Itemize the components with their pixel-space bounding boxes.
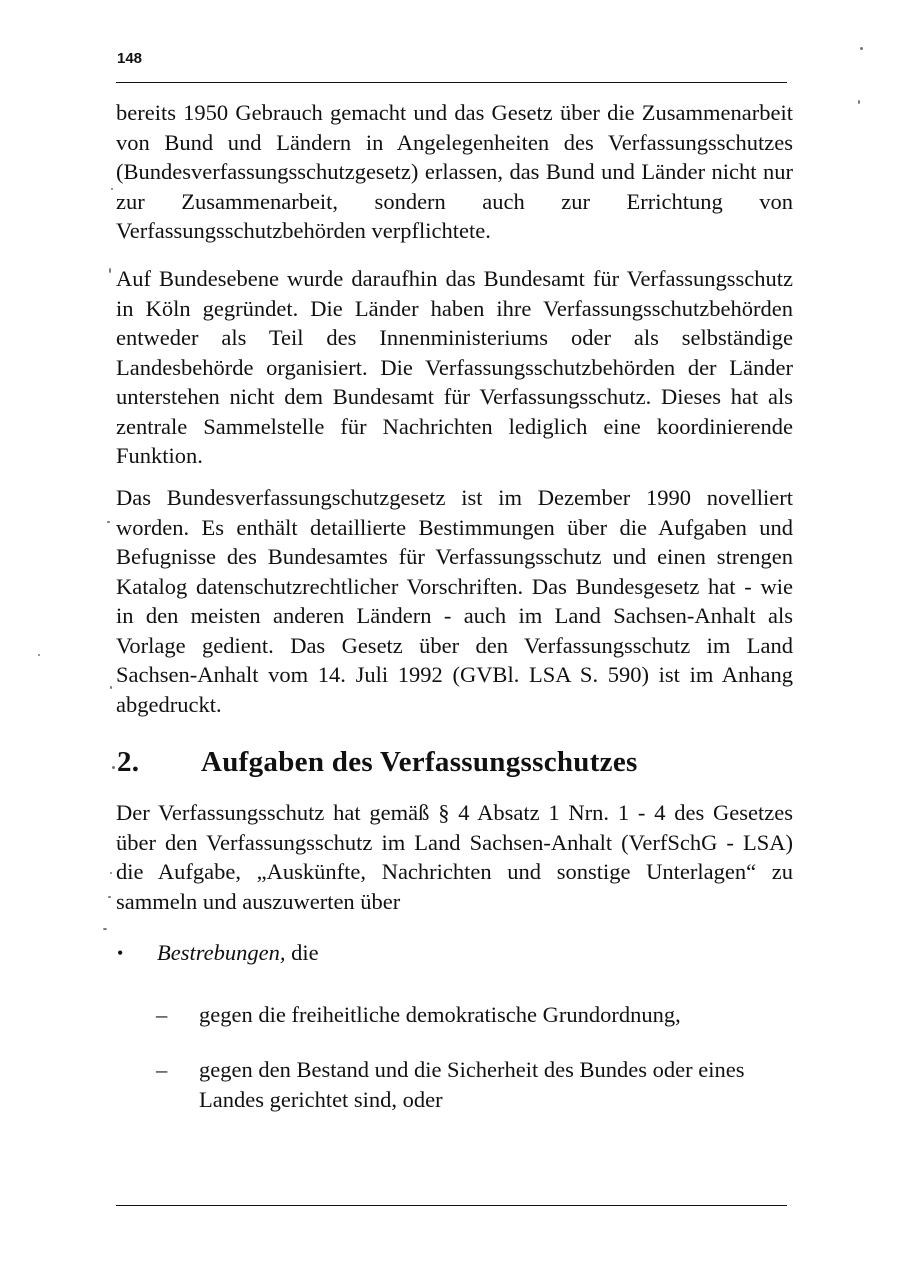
dash-item-2 — [156, 1055, 796, 1114]
header-rule — [116, 82, 787, 83]
paragraph-1: bereits 1950 Gebrauch gemacht und das Gesetz über die Zusammenarbeit von Bund und Ländern in Angelegenheiten des Verfassungsschutzes (Bundesverfassungsschutzgesetz) erlassen, das Bund und Länder nicht nur zur Zusammenarbeit, sondern auch zur Errichtung von Verfassungsschutzbehörden verpflichtete. — [116, 100, 793, 243]
dash-icon: – — [156, 1057, 168, 1082]
dash-item-text: gegen die freiheitliche demokratische Grundordnung, — [199, 1002, 681, 1027]
section-title: Aufgaben des Verfassungsschutzes — [201, 746, 638, 778]
paragraph-2: Auf Bundesebene wurde daraufhin das Bundesamt für Verfassungsschutz in Köln gegründet. Die Länder haben ihre Verfassungsschutzbehörden entweder als Teil des Innenministeriums oder als selbständige Landesbehörde organisiert. Die Verfassungsschutzbehörden der Länder unterstehen nicht dem Bundesamt für Verfassungsschutz. Dieses hat als zentrale Sammelstelle für Nachrichten lediglich eine koordinierende Funktion. — [116, 266, 793, 468]
scan-speck — [860, 47, 863, 50]
scan-speck — [112, 766, 115, 769]
scan-speck — [858, 100, 860, 104]
section-number: 2. — [117, 746, 140, 778]
scan-speck — [103, 928, 107, 930]
dash-item-text: gegen den Bestand und die Sicherheit des Bundes oder eines Landes gerichtet sind, oder — [199, 1057, 745, 1112]
dash-icon: – — [156, 1002, 168, 1027]
footer-rule — [116, 1205, 787, 1206]
scan-speck — [110, 686, 112, 689]
scan-speck — [38, 654, 40, 656]
scan-speck — [108, 896, 111, 898]
section-heading — [117, 746, 638, 779]
scan-speck — [109, 268, 111, 273]
section-intro-paragraph: Der Verfassungsschutz hat gemäß § 4 Absatz 1 Nrn. 1 - 4 des Gesetzes über den Verfassungsschutz im Land Sachsen-Anhalt (VerfSchG - LSA) die Aufgabe, „Auskünfte, Nachrichten und sonstige Unterlagen“ zu sammeln und auszuwerten über — [116, 800, 793, 914]
bullet-item — [117, 938, 319, 969]
bullet-rest: die — [285, 940, 319, 965]
bullet-term: Bestrebungen, — [157, 940, 286, 965]
paragraph-3: Das Bundesverfassungschutzgesetz ist im Dezember 1990 novelliert worden. Es enthält detaillierte Bestimmungen über die Aufgaben und Befugnisse des Bundesamtes für Verfassungsschutz und einen strengen Katalog datenschutzrechtlicher Vorschriften. Das Bundesgesetz hat - wie in den meisten anderen Ländern - auch im Land Sachsen-Anhalt als Vorlage gedient. Das Gesetz über den Verfassungsschutz im Land Sachsen-Anhalt vom 14. Juli 1992 (GVBl. LSA S. 590) ist im Anhang abgedruckt. — [116, 485, 793, 717]
bullet-icon: • — [117, 943, 124, 963]
scan-speck — [110, 872, 112, 874]
scan-speck — [111, 188, 113, 190]
page-number: 148 — [117, 50, 143, 67]
scan-speck — [107, 521, 110, 523]
dash-item-1 — [156, 1000, 796, 1030]
